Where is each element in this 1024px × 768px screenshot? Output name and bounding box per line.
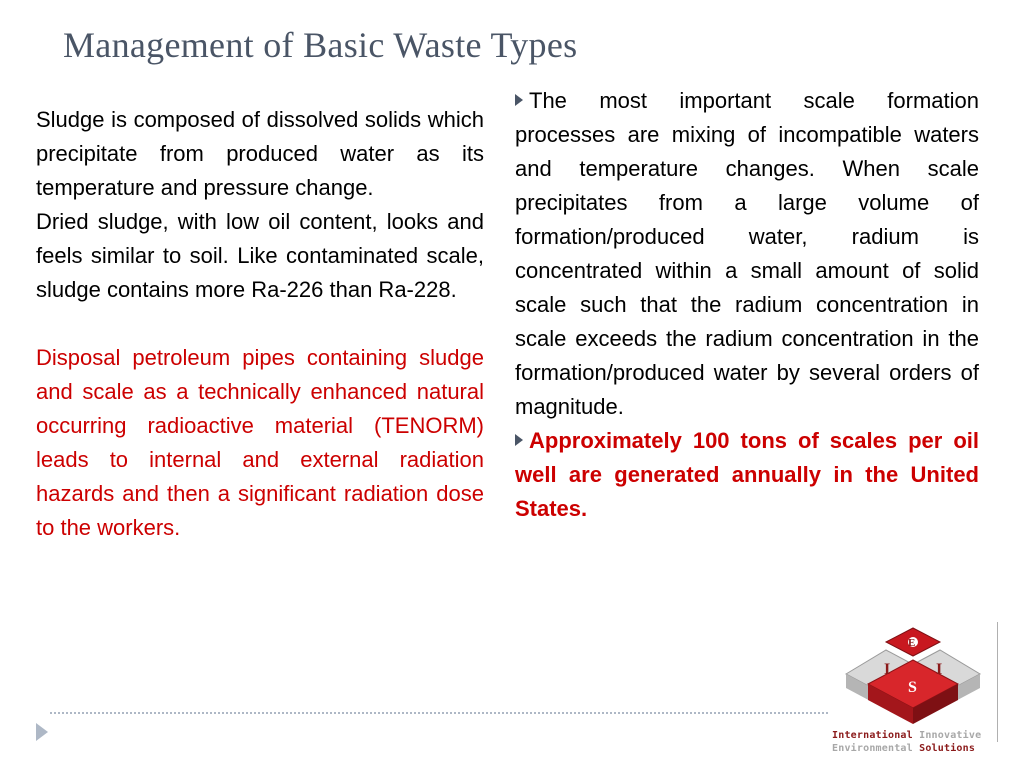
slide-title: Management of Basic Waste Types <box>63 25 578 65</box>
footer-dotted-divider <box>50 712 828 714</box>
logo-word-innovative: Innovative <box>919 730 982 741</box>
logo-word-international: International <box>832 730 913 741</box>
logo-text-line-2 <box>832 743 996 754</box>
dried-sludge-paragraph: Dried sludge, with low oil content, looks and feels similar to soil. Like contaminated scale, sludge contains more Ra-226 than Ra-228. <box>36 209 484 302</box>
logo-letter-s: S <box>908 679 917 696</box>
paragraph-spacer <box>36 307 484 341</box>
bullet-arrow-icon <box>515 94 523 106</box>
bullet-arrow-icon <box>515 434 523 446</box>
logo-word-environmental: Environmental <box>832 743 913 754</box>
logo-letter-i-left: I <box>884 661 891 678</box>
scale-formation-text: The most important scale formation processes are mixing of incompatible waters and temperature changes. When scale precipitates from a large volume of formation/produced water, radium is concentrated within a small amount of solid scale such that the radium concentration in scale exceeds the radium concentration in the formation/produced water by several orders of magnitude. <box>515 88 979 419</box>
logo-letter-i-right: I <box>936 661 943 678</box>
tenorm-paragraph: Disposal petroleum pipes containing sludge and scale as a technically enhanced natural occurring radioactive material (TENORM) leads to internal and external radiation hazards and then a significant radiation dose to the workers. <box>36 345 484 540</box>
logo-letter-e: E <box>908 637 916 649</box>
logo-text-line-1 <box>832 730 996 741</box>
scale-tonnage-bullet <box>515 424 979 526</box>
scale-formation-bullet <box>515 84 979 424</box>
left-text-column <box>36 103 484 545</box>
logo-word-solutions: Solutions <box>919 743 976 754</box>
iies-logo-graphic <box>828 622 998 732</box>
sludge-paragraph: Sludge is composed of dissolved solids which precipitate from produced water as its temperature and pressure change. <box>36 107 484 200</box>
right-text-column <box>515 84 979 526</box>
scale-tonnage-text: Approximately 100 tons of scales per oil well are generated annually in the United States. <box>515 428 979 521</box>
footer-arrow-icon <box>36 723 48 741</box>
